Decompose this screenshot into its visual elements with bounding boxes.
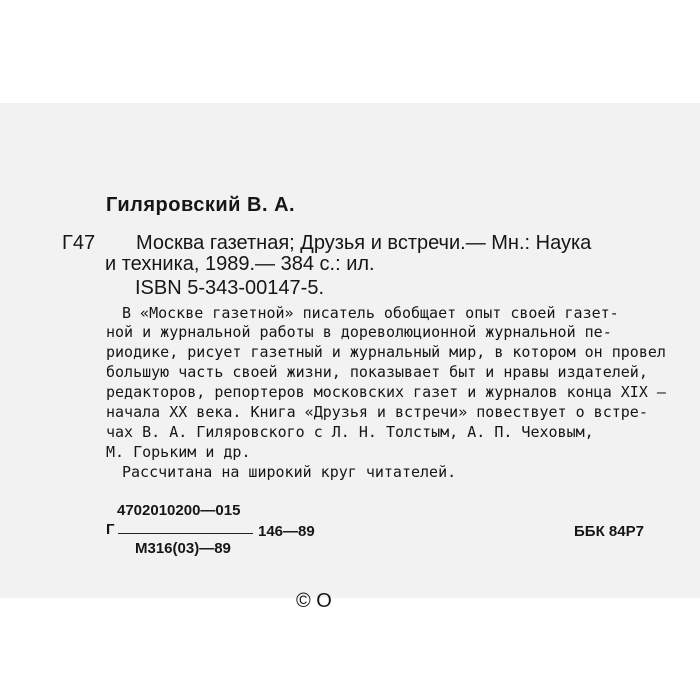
title-line-2: и техника, 1989.— 384 с.: ил.	[105, 253, 375, 275]
title-line-1: Москва газетная; Друзья и встречи.— Мн.: Наука	[136, 232, 592, 254]
annotation-line: чах В. А. Гиляровского с Л. Н. Толстым, А. П. Чеховым,	[106, 423, 594, 441]
author-heading: Гиляровский В. А.	[106, 194, 296, 216]
annotation-line: начала XX века. Книга «Друзья и встречи» повествует о встре-	[106, 403, 648, 421]
catalog-code: Г47	[62, 232, 96, 254]
classification-numerator: 4702010200—015	[117, 502, 241, 519]
annotation-line: В «Москве газетной» писатель обобщает опыт своей газет-	[122, 304, 619, 322]
classification-denominator: М316(03)—89	[135, 540, 231, 557]
fraction-rule	[118, 533, 253, 534]
catalog-card	[0, 103, 700, 612]
audience-note: Рассчитана на широкий круг читателей.	[122, 463, 457, 481]
annotation-line: риодике, рисует газетный и журнальный мир, в котором он провел	[106, 343, 666, 361]
annotation-line: большую часть своей жизни, показывает быт и нравы издателей,	[106, 363, 648, 381]
annotation-line: ной и журнальной работы в дореволюционной журнальной пе-	[106, 323, 612, 341]
bbk-index: ББК 84Р7	[574, 523, 644, 540]
annotation-line: редакторов, репортеров московских газет и журналов конца XIX —	[106, 383, 666, 401]
classification-letter: Г	[106, 521, 115, 538]
annotation-line: М. Горьким и др.	[106, 443, 251, 461]
classification-suffix: 146—89	[258, 523, 315, 540]
copyright-fragment: © О	[296, 590, 332, 612]
isbn: ISBN 5-343-00147-5.	[135, 277, 325, 299]
